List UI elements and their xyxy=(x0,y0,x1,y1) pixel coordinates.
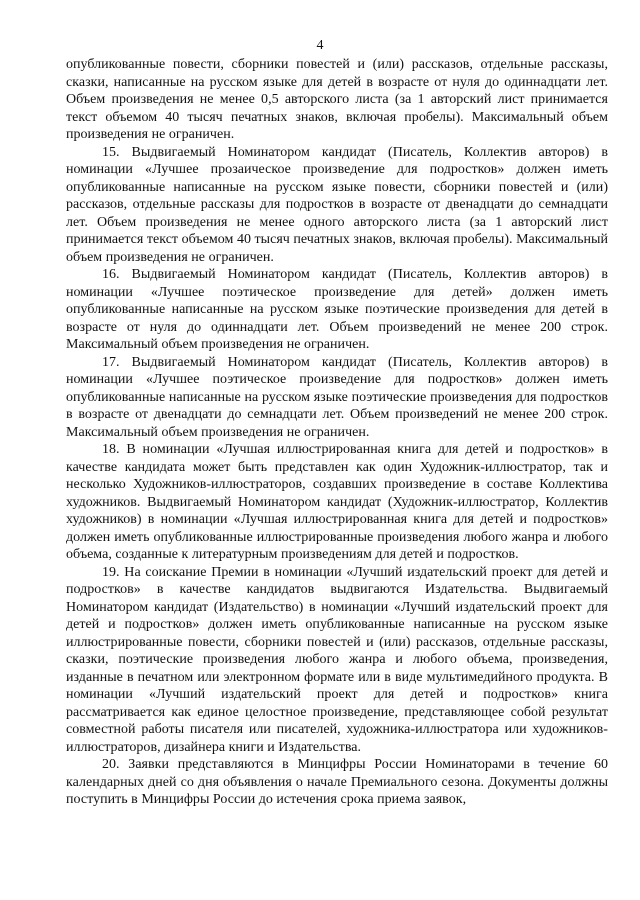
page-number: 4 xyxy=(316,38,324,53)
paragraph-16: 16. Выдвигаемый Номинатором кандидат (Писатель, Коллектив авторов) в номинации «Лучшее поэтическое произведение для детей» должен иметь опубликованные написанные на русском языке поэтические произведения для детей в возрасте от нуля до одиннадцати лет. Объем произведений не менее 200 строк. Максимальный объем произведения не ограничен. xyxy=(66,267,608,352)
body-text xyxy=(66,56,608,809)
paragraph-19: 19. На соискание Премии в номинации «Лучший издательский проект для детей и подростков» в качестве кандидатов выдвигаются Издательства. Выдвигаемый Номинатором кандидат (Издательство) в номинации «Лучший издательский проект для детей и подростков» должен иметь опубликованные написанные на русском языке иллюстрированные повести, сборники повестей и (или) рассказов, отдельные рассказы, сказки, поэтические произведения любого жанра и любого объема, произведения, изданные в печатном или электронном формате или в виде мультимедийного продукта. В номинации «Лучший издательский проект для детей и подростков» книга рассматривается как единое целостное произведение, представляющее собой результат совместной работы писателя или писателей, художника-иллюстратора или художников-иллюстраторов, дизайнера книги и Издательства. xyxy=(66,564,608,755)
paragraph-continuation: опубликованные повести, сборники повестей и (или) рассказов, отдельные рассказы, сказки, написанные на русском языке для детей в возрасте от нуля до одиннадцати лет. Объем произведения не менее 0,5 авторского листа (за 1 авторский лист принимается текст объемом 40 тысяч печатных знаков, включая пробелы). Максимальный объем произведения не ограничен. xyxy=(66,57,608,142)
paragraph-17: 17. Выдвигаемый Номинатором кандидат (Писатель, Коллектив авторов) в номинации «Лучшее поэтическое произведение для подростков» должен иметь опубликованные написанные на русском языке поэтические произведения для подростков в возрасте от двенадцати до семнадцати лет. Объем произведений не менее 200 строк. Максимальный объем произведения не ограничен. xyxy=(66,354,608,440)
paragraph-15: 15. Выдвигаемый Номинатором кандидат (Писатель, Коллектив авторов) в номинации «Лучшее прозаическое произведение для подростков» должен иметь опубликованные написанные на русском языке повести, сборники повестей и (или) рассказов, отдельные рассказы для подростков в возрасте от двенадцати до семнадцати лет. Объем произведения не менее одного авторского листа (за 1 авторский лист принимается текст объемом 40 тысяч печатных знаков, включая пробелы). Максимальный объем произведения не ограничен. xyxy=(66,144,608,265)
paragraph-20: 20. Заявки представляются в Минцифры России Номинаторами в течение 60 календарных дней со дня объявления о начале Премиального сезона. Документы должны поступить в Минцифры России до истечения срока приема заявок, xyxy=(66,757,608,807)
paragraph-18: 18. В номинации «Лучшая иллюстрированная книга для детей и подростков» в качестве кандидата может быть представлен как один Художник-иллюстратор, так и несколько Художников-иллюстраторов, создавших произведение в составе Коллектива художников. Выдвигаемый Номинатором кандидат (Художник-иллюстратор, Коллектив художников) в номинации «Лучшая иллюстрированная книга для детей и подростков» должен иметь опубликованные иллюстрированные произведения любого жанра и любого объема, созданные к литературным произведениям для детей и подростков. xyxy=(66,442,608,562)
